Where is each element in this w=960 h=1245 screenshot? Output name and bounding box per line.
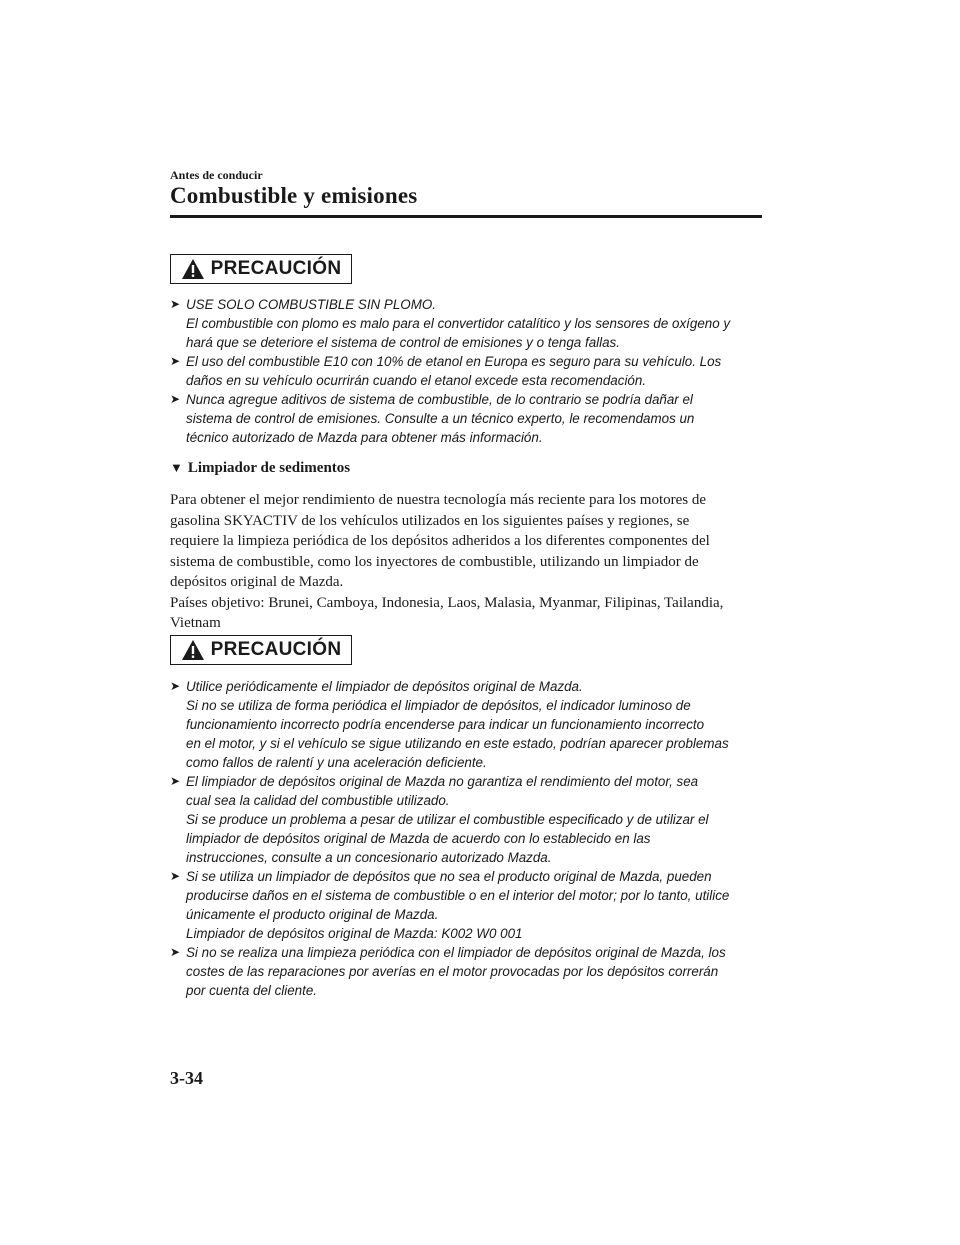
caution-box: [170, 254, 352, 284]
triangle-down-icon: ▼: [170, 460, 183, 475]
list-item: ➤ Nunca agregue aditivos de sistema de combustible, de lo contrario se podría dañar el sistema de control de emisiones. Consulte a un técnico experto, le recomendamos un técnico autorizado de Mazda para obtener más información.: [170, 392, 695, 445]
page-title: Combustible y emisiones: [170, 183, 418, 208]
arrow-bullet-icon: ➤: [170, 869, 181, 883]
warning-triangle-icon: [181, 639, 205, 661]
warning-triangle-icon: [181, 258, 205, 280]
caution-list-1: [170, 295, 770, 447]
caution-label: PRECAUCIÓN: [210, 258, 342, 279]
header-divider: [170, 215, 762, 218]
list-item: ➤ USE SOLO COMBUSTIBLE SIN PLOMO. El combustible con plomo es malo para el convertidor catalítico y los sensores de oxígeno y hará que se deteriore el sistema de control de emisiones y o tenga fallas.: [170, 297, 731, 350]
caution-list-2: [170, 677, 770, 1000]
caution-box: [170, 635, 352, 665]
section-heading: ▼ Limpiador de sedimentos: [170, 460, 351, 476]
list-item: ➤ Si no se realiza una limpieza periódica con el limpiador de depósitos original de Mazda, los costes de las reparaciones por averías en el motor provocadas por los depósitos correrán por cuenta del cliente.: [170, 945, 726, 998]
arrow-bullet-icon: ➤: [170, 354, 181, 368]
arrow-bullet-icon: ➤: [170, 679, 181, 693]
section-paragraph: Para obtener el mejor rendimiento de nuestra tecnología más reciente para los motores de gasolina SKYACTIV de los vehículos utilizados en los siguientes países y regiones, se requiere la limpieza periódica de los depósitos adheridos a los diferentes componentes del sistema de combustible, como los inyectores de combustible, utilizando un limpiador de depósitos original de Mazda. Países objetivo: Brunei, Camboya, Indonesia, Laos, Malasia, Myanmar, Filipinas, Tailandia, Vietnam: [170, 492, 724, 631]
arrow-bullet-icon: ➤: [170, 297, 181, 311]
arrow-bullet-icon: ➤: [170, 392, 181, 406]
list-item: ➤ El limpiador de depósitos original de Mazda no garantiza el rendimiento del motor, sea cual sea la calidad del combustible utilizado. Si se produce un problema a pesar de utilizar el combustible especificado y de utilizar el limpiador de depósitos original de Mazda de acuerdo con lo establecido en las instrucciones, consulte a un concesionario autorizado Mazda.: [170, 774, 709, 865]
list-item: ➤ El uso del combustible E10 con 10% de etanol en Europa es seguro para su vehículo. Los daños en su vehículo ocurrirán cuando el etanol excede esta recomendación.: [170, 354, 722, 388]
header-section-label: Antes de conducir: [170, 168, 263, 182]
list-item: ➤ Utilice periódicamente el limpiador de depósitos original de Mazda. Si no se utiliza de forma periódica el limpiador de depósitos, el indicador luminoso de funcionamiento incorrecto podría encenderse para indicar un funcionamiento incorrecto en el motor, y si el vehículo se sigue utilizando en este estado, podrían aparecer problemas como fallos de ralentí y una aceleración deficiente.: [170, 679, 729, 770]
list-item: ➤ Si se utiliza un limpiador de depósitos que no sea el producto original de Mazda, pueden producirse daños en el sistema de combustible o en el interior del motor; por lo tanto, utilice únicamente el producto original de Mazda. Limpiador de depósitos original de Mazda: K002 W0 001: [170, 869, 730, 941]
arrow-bullet-icon: ➤: [170, 945, 181, 959]
arrow-bullet-icon: ➤: [170, 774, 181, 788]
caution-label: PRECAUCIÓN: [210, 639, 342, 660]
page-number: 3-34: [170, 1068, 203, 1088]
